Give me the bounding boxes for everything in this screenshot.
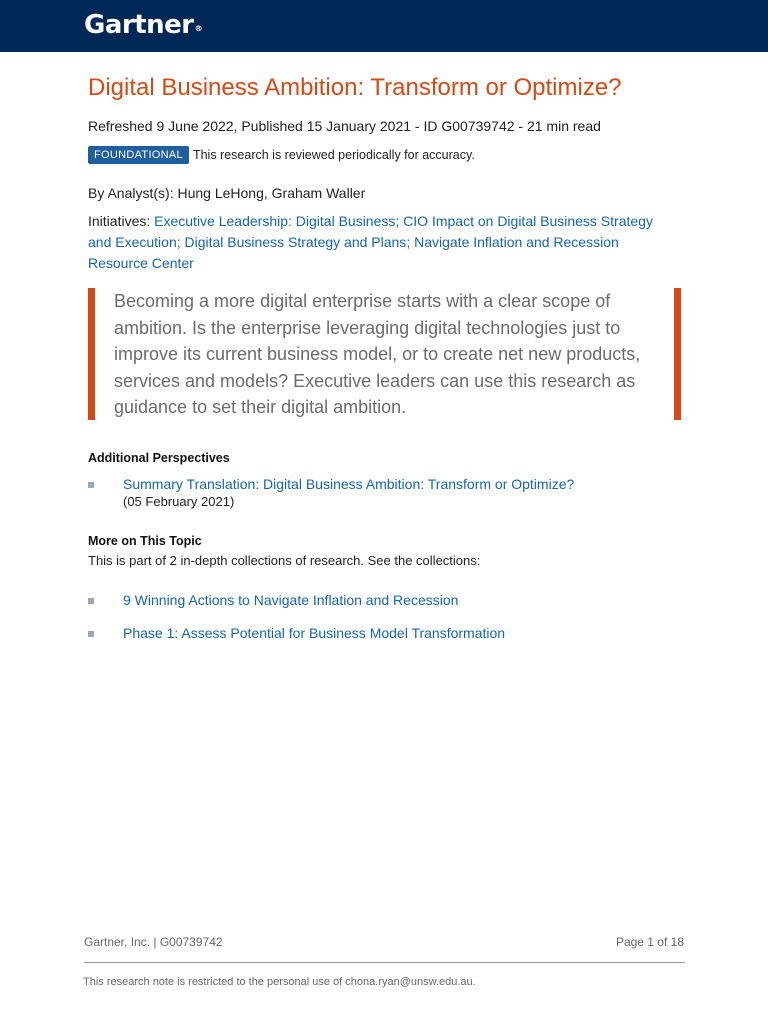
initiatives-label: Initiatives: <box>88 213 151 229</box>
bullet-icon <box>88 482 94 488</box>
foundational-badge: FOUNDATIONAL <box>88 146 189 164</box>
additional-perspectives-heading: Additional Perspectives <box>88 451 230 465</box>
footer-document-id: Gartner, Inc. | G00739742 <box>84 935 223 949</box>
initiative-separator: ; <box>406 234 411 250</box>
initiative-separator: ; <box>395 213 400 229</box>
initiatives <box>88 211 668 274</box>
footer-divider <box>84 962 685 963</box>
summary-accent-bar-left <box>88 288 95 420</box>
summary-accent-bar-right <box>674 288 681 420</box>
document-meta: Refreshed 9 June 2022, Published 15 January 2021 - ID G00739742 - 21 min read <box>88 118 601 134</box>
more-on-topic-heading: More on This Topic <box>88 534 202 548</box>
collection-link-business-model[interactable]: Phase 1: Assess Potential for Business Model Transformation <box>123 625 506 641</box>
initiative-link-executive-leadership[interactable]: Executive Leadership: Digital Business <box>154 213 396 229</box>
analysts: By Analyst(s): Hung LeHong, Graham Waller <box>88 185 366 201</box>
badge-row <box>88 145 475 165</box>
initiative-separator: ; <box>176 234 181 250</box>
initiative-link-inflation-recession[interactable]: Navigate Inflation and Recession Resource Center <box>88 234 619 271</box>
summary-translation-date: (05 February 2021) <box>123 494 235 509</box>
usage-restriction-note: This research note is restricted to the personal use of chona.ryan@unsw.edu.au. <box>83 976 476 988</box>
collection-link-winning-actions[interactable]: 9 Winning Actions to Navigate Inflation and Recession <box>123 592 459 608</box>
document-title: Digital Business Ambition: Transform or Optimize? <box>88 74 622 101</box>
initiative-link-strategy-plans[interactable]: Digital Business Strategy and Plans <box>184 234 407 250</box>
summary-translation-link[interactable]: Summary Translation: Digital Business Ambition: Transform or Optimize? <box>123 476 575 492</box>
badge-note: This research is reviewed periodically for accuracy. <box>192 148 475 162</box>
collections-intro: This is part of 2 in-depth collections of research. See the collections: <box>88 553 481 568</box>
header-bar <box>0 0 768 52</box>
bullet-icon <box>88 598 94 604</box>
page-number: Page 1 of 18 <box>615 935 684 949</box>
initiative-link-cio-impact[interactable]: CIO Impact on Digital Business Strategy and Execution <box>88 213 653 250</box>
summary-callout: Becoming a more digital enterprise starts with a clear scope of ambition. Is the enterprise leveraging digital technologies just to improve its current business model, or to create net new products, services and models? Executive leaders can use this research as guidance to set their digital ambition. <box>114 291 641 417</box>
bullet-icon <box>88 631 94 637</box>
gartner-logo: Gartner® <box>84 10 203 40</box>
registered-mark: ® <box>194 24 203 33</box>
